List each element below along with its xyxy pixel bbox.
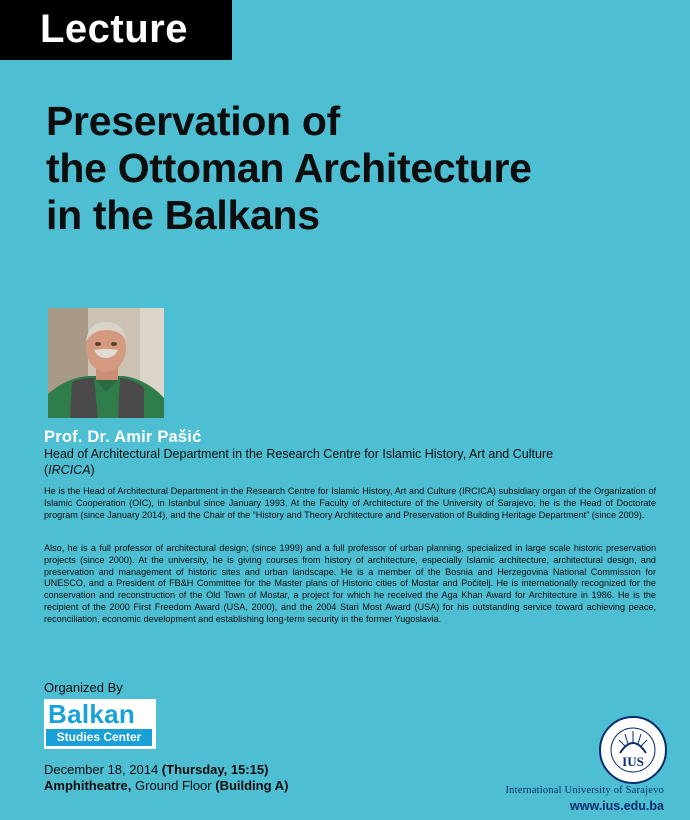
role-paren-open: ( bbox=[44, 462, 49, 477]
lecture-title bbox=[46, 98, 686, 239]
lecture-tag bbox=[0, 0, 232, 60]
ius-seal-logo bbox=[598, 715, 668, 785]
seal-text: IUS bbox=[622, 754, 644, 769]
date-time: (Thursday, 15:15) bbox=[161, 762, 269, 777]
university-website-link[interactable]: www.ius.edu.ba bbox=[570, 799, 664, 813]
lecture-tag-label: Lecture bbox=[40, 7, 188, 51]
title-line: the Ottoman Architecture bbox=[46, 145, 532, 191]
speaker-portrait-image bbox=[48, 308, 164, 418]
speaker-role-text: Head of Architectural Department in the Research Centre for Islamic History, Art and Culture bbox=[44, 447, 554, 461]
bio-paragraph: Also, he is a full professor of architectural design; (since 1999) and a full professor of urban planning, specialized in large scale historic preservation projects (since 2000). At the university, he is giving courses from history of architecture, especially Islamic architecture, architectural design, and preservation and management of historic sites and urban landscape. He is a member of the Bosnia and Herzegovina National Commission for UNESCO, and a President of FB&H Committee for the Master plans of Historic cities of Mostar and Počitelj. He is internationally recognized for the conservation and reconstruction of the Old Town of Mostar, a project for which he received the Aga Khan Award for Architecture in 1986. He is the recipient of the 2000 First Freedom Award (USA, 2000), and the 2004 Stari Most Award (USA) for his outstanding service toward achieving peace, reconciliation, economic development and establishing long-term security in the former Yugoslavia. bbox=[44, 543, 656, 624]
title-line: Preservation of bbox=[46, 98, 340, 144]
speaker-role bbox=[44, 447, 604, 478]
university-name: International University of Sarajevo bbox=[505, 785, 664, 796]
event-date bbox=[44, 762, 268, 777]
role-abbreviation: IRCICA bbox=[48, 462, 91, 477]
event-venue bbox=[44, 778, 288, 793]
organizer-label: Organized By bbox=[44, 680, 123, 695]
speaker-name: Prof. Dr. Amir Pašić bbox=[44, 428, 202, 446]
venue-name: Amphitheatre, bbox=[44, 778, 132, 793]
role-paren-close: ) bbox=[90, 462, 95, 477]
title-line: in the Balkans bbox=[46, 192, 320, 238]
logo-line-1: Balkan bbox=[48, 699, 136, 729]
date-text: December 18, 2014 bbox=[44, 762, 162, 777]
logo-line-2: Studies Center bbox=[46, 729, 152, 746]
venue-building: (Building A) bbox=[215, 778, 289, 793]
bio-paragraph: He is the Head of Architectural Department in the Research Centre for Islamic History, Art and Culture (IRCICA) subsidiary organ of the Organization of Islamic Cooperation (OIC), in Istanbul since January 1993. At the Faculty of Architecture of the University of Sarajevo, he is the Head of Doctorate program (since January 2014), and the Chair of the “History and Theory Architecture and Preservation of Building Heritage Department” (since 2009). bbox=[44, 486, 656, 520]
speaker-photo bbox=[48, 308, 164, 418]
venue-floor: Ground Floor bbox=[131, 778, 216, 793]
balkan-studies-center-logo bbox=[44, 699, 156, 749]
